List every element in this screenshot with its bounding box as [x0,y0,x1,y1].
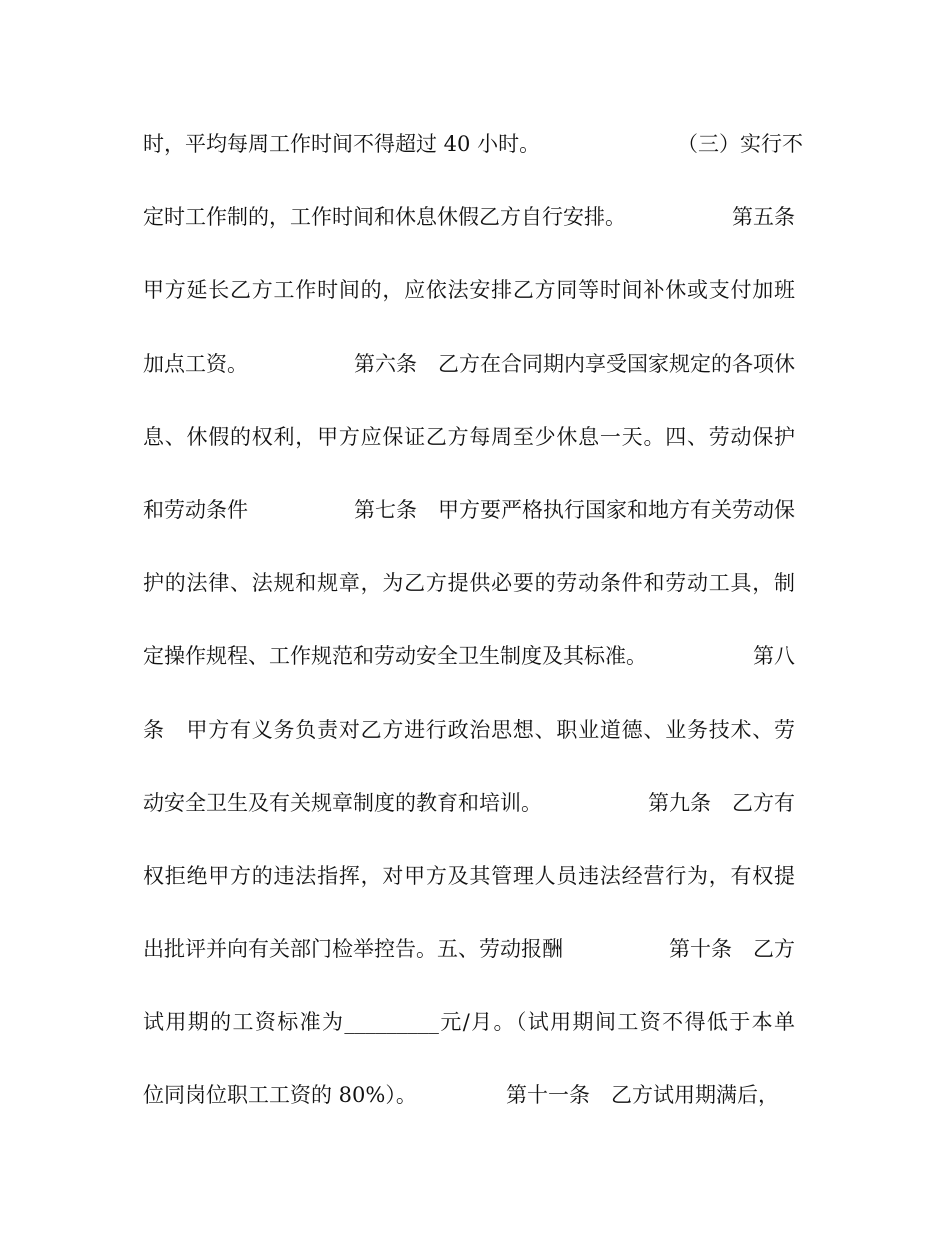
paragraph-line [143,490,803,563]
line-text-right: （三）实行不 [677,132,803,156]
line-text-left: 出批评并向有关部门检举控告。五、劳动报酬 [143,937,563,962]
line-text-left: 位同岗位职工工资的 80%）。 [143,1083,417,1108]
paragraph-line [143,710,803,783]
line-text-right: 第八 [753,644,795,669]
line-text: 护的法律、法规和规章，为乙方提供必要的劳动条件和劳动工具，制 [143,571,795,596]
paragraph-line [143,344,803,417]
paragraph-line [143,856,803,929]
line-text-right: 第六条 乙方在合同期内享受国家规定的各项休 [354,351,795,376]
line-text: 甲方延长乙方工作时间的，应依法安排乙方同等时间补休或支付加班 [143,278,795,303]
line-text: 权拒绝甲方的违法指挥，对甲方及其管理人员违法经营行为，有权提 [143,863,795,888]
line-text-left: 和劳动条件 [143,497,248,522]
paragraph-line [143,563,803,636]
paragraph-line [143,929,803,1002]
line-text-left: 加点工资。 [143,351,248,376]
line-text-left: 定时工作制的，工作时间和休息休假乙方自行安排。 [143,205,626,230]
line-text: 息、休假的权利，甲方应保证乙方每周至少休息一天。四、劳动保护 [143,424,795,449]
paragraph-line [143,636,803,709]
line-text-left: 时，平均每周工作时间不得超过 40 小时。 [143,132,541,156]
paragraph-line [143,1002,803,1075]
line-text-right: 第十条 乙方 [669,937,795,962]
paragraph-line [143,417,803,490]
line-text-right: 第十一条 乙方试用期满后， [506,1083,779,1108]
paragraph-line [143,783,803,856]
paragraph-line [143,1075,803,1148]
line-text-left: 定操作规程、工作规范和劳动安全卫生制度及其标准。 [143,644,647,669]
line-text-right: 第七条 甲方要严格执行国家和地方有关劳动保 [354,497,795,522]
paragraph-line [143,270,803,343]
line-text: 试用期的工资标准为_________元/月。（试用期间工资不得低于本单 [143,1010,795,1035]
document-body [143,124,803,1149]
paragraph-line [143,197,803,270]
line-text: 条 甲方有义务负责对乙方进行政治思想、职业道德、业务技术、劳 [143,717,795,742]
paragraph-line [143,124,803,197]
line-text-right: 第五条 [732,205,795,230]
line-text-left: 动安全卫生及有关规章制度的教育和培训。 [143,790,542,815]
line-text-right: 第九条 乙方有 [648,790,795,815]
